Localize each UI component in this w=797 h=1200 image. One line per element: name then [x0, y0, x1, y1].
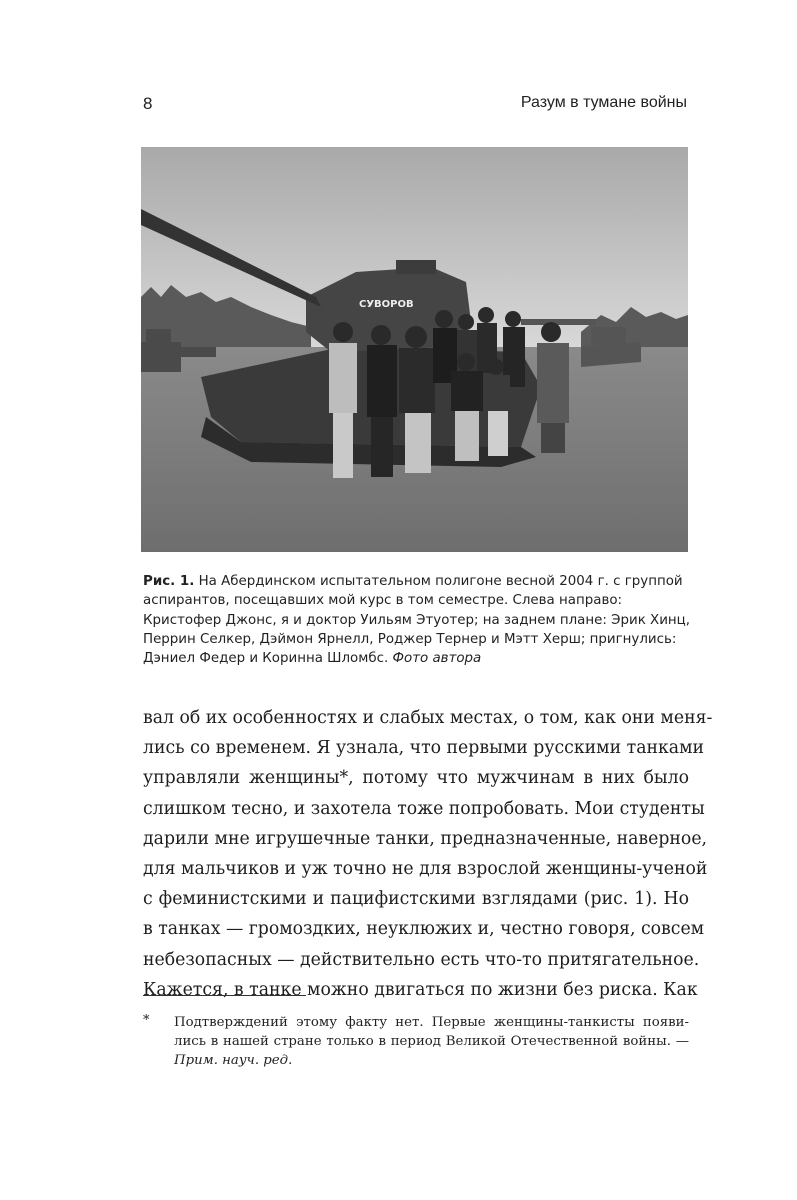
footnote-line: лись в нашей стране только в период Великой Отечественной войны. —	[174, 1034, 689, 1049]
editor-note: Прим. науч. ред.	[174, 1053, 293, 1068]
figure-photo	[141, 147, 688, 552]
body-text	[143, 703, 713, 1005]
page-number: 8	[143, 94, 153, 113]
body-line: управляли женщины*, потому что мужчинам в них было	[143, 768, 689, 789]
footnote	[174, 1013, 689, 1070]
body-line: лись со временем. Я узнала, что первыми русскими танками	[143, 738, 705, 759]
body-line: с феминистскими и пацифистскими взглядами (рис. 1). Но	[143, 889, 689, 910]
body-line: дарили мне игрушечные танки, предназначенные, наверное,	[143, 828, 708, 849]
running-head: Разум в тумане войны	[520, 94, 687, 111]
body-line: слишком тесно, и захотела тоже попробовать. Мои студенты	[143, 798, 705, 819]
footnote-line: Подтверждений этому факту нет. Первые женщины-танкисты появи-	[174, 1015, 689, 1030]
footnote-rule	[143, 995, 306, 996]
body-line: небезопасных — действительно есть что-то притягательное.	[143, 949, 700, 970]
caption-line: Дэниел Федер и Коринна Шломбс. Фото автора	[143, 651, 482, 667]
body-line: Кажется, в танке можно двигаться по жизни без риска. Как	[143, 979, 698, 1000]
figure-caption	[143, 572, 689, 668]
footnote-line	[174, 1051, 689, 1070]
footnote-marker: *	[143, 1013, 150, 1028]
caption-line: аспирантов, посещавших мой курс в том семестре. Слева направо:	[143, 593, 623, 609]
caption-line: Кристофер Джонс, я и доктор Уильям Этуотер; на заднем плане: Эрик Хинц,	[143, 612, 691, 628]
turret-inscription: СУВОРОВ	[359, 299, 414, 310]
photo-credit: Фото автора	[392, 651, 482, 667]
figure-label: Рис. 1.	[143, 574, 195, 589]
body-line: в танках — громоздких, неуклюжих и, честно говоря, совсем	[143, 919, 705, 940]
caption-line: Рис. 1. На Абердинском испытательном полигоне весной 2004 г. с группой	[143, 574, 683, 589]
caption-line: Перрин Селкер, Дэймон Ярнелл, Роджер Тернер и Мэтт Херш; пригнулись:	[143, 631, 677, 647]
body-line: для мальчиков и уж точно не для взрослой женщины-ученой	[143, 859, 708, 880]
body-line: вал об их особенностях и слабых местах, о том, как они меня-	[143, 708, 713, 728]
